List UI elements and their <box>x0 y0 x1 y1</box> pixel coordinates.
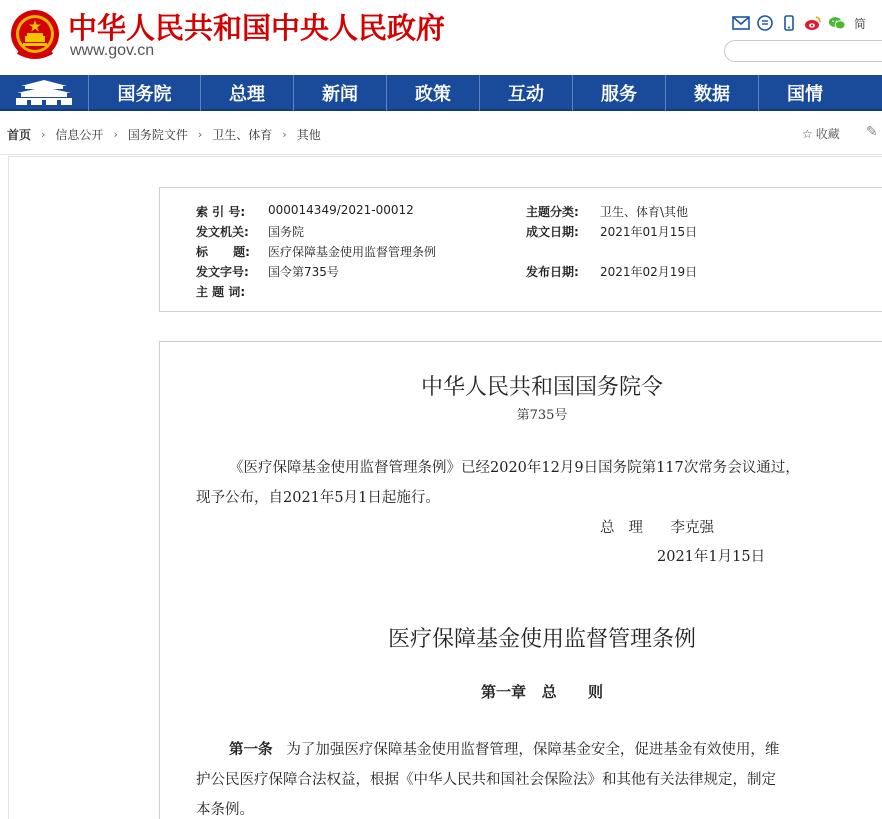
title-value: 医疗保障基金使用监督管理条例 <box>268 245 437 259</box>
nav-item-data[interactable]: 数据 <box>665 75 758 111</box>
header-icons <box>732 14 866 32</box>
doc-number-value: 国令第735号 <box>268 265 339 279</box>
chevron-right-icon: › <box>282 128 287 141</box>
weibo-icon[interactable] <box>804 14 822 32</box>
publish-date-label: 发布日期: <box>526 265 579 279</box>
breadcrumb <box>0 113 882 155</box>
language-switch[interactable]: 简 <box>854 16 867 31</box>
written-date-value: 2021年01月15日 <box>600 225 698 239</box>
nav-item-premier[interactable]: 总理 <box>200 75 293 111</box>
article-1-line-3: 本条例。 <box>196 802 254 818</box>
wechat-icon[interactable] <box>828 14 846 32</box>
regulation-title: 医疗保障基金使用监督管理条例 <box>387 627 696 652</box>
article-1-label: 第一条 <box>229 741 273 758</box>
nav-item-policy[interactable]: 政策 <box>386 75 479 111</box>
publish-date-value: 2021年02月19日 <box>600 265 698 279</box>
nav-item-state-council[interactable]: 国务院 <box>88 75 200 111</box>
issuer-value: 国务院 <box>268 225 305 239</box>
index-label: 索 引 号: <box>196 205 246 219</box>
signer: 总 理 李克强 <box>600 520 714 536</box>
favorite-button[interactable] <box>802 125 840 142</box>
issuer-label: 发文机关: <box>196 225 249 239</box>
title-label: 标 题: <box>196 245 250 259</box>
nav-item-interaction[interactable]: 互动 <box>479 75 572 111</box>
order-title: 中华人民共和国国务院令 <box>420 375 663 400</box>
article-1-line-2: 护公民医疗保障合法权益，根据《中华人民共和国社会保险法》和其他有关法律规定，制定 <box>196 772 776 788</box>
star-icon: ☆ <box>802 126 813 141</box>
mail-icon[interactable] <box>732 14 750 32</box>
main-nav <box>0 75 882 111</box>
intro-line-1: 《医疗保障基金使用监督管理条例》已经2020年12月9日国务院第117次常务会议通过， <box>229 460 800 476</box>
doc-number-label: 发文字号: <box>196 265 249 279</box>
breadcrumb-other[interactable]: 其他 <box>296 128 321 142</box>
favorite-label: 收藏 <box>815 127 840 141</box>
document-info-table <box>159 187 882 312</box>
search-input[interactable] <box>724 40 882 62</box>
chevron-right-icon: › <box>113 128 118 141</box>
breadcrumb-state-council-docs[interactable]: 国务院文件 <box>127 128 188 142</box>
nav-item-services[interactable]: 服务 <box>572 75 665 111</box>
keywords-label: 主 题 词: <box>196 285 246 299</box>
sign-date: 2021年1月15日 <box>657 549 766 565</box>
article-1 <box>196 735 856 819</box>
site-title[interactable]: 中华人民共和国中央人民政府 <box>68 11 446 45</box>
mobile-icon[interactable] <box>780 14 798 32</box>
document-body <box>159 341 882 819</box>
written-date-label: 成文日期: <box>526 225 579 239</box>
national-emblem-icon[interactable] <box>10 8 60 62</box>
order-number: 第735号 <box>516 408 568 423</box>
nav-items <box>88 75 851 111</box>
chevron-right-icon: › <box>41 128 46 141</box>
rss-icon[interactable] <box>756 14 774 32</box>
chapter-title: 第一章 总 则 <box>480 683 603 701</box>
breadcrumb-trail <box>7 126 321 143</box>
chevron-right-icon: › <box>197 128 203 141</box>
article-1-text: 为了加强医疗保障基金使用监督管理，保障基金安全，促进基金有效使用，维 <box>286 742 780 758</box>
category-value: 卫生、体育\其他 <box>600 205 689 219</box>
tiananmen-icon[interactable] <box>0 75 88 111</box>
intro-line-2: 现予公布，自2021年5月1日起施行。 <box>196 490 440 506</box>
breadcrumb-home[interactable]: 首页 <box>7 128 32 142</box>
site-url[interactable]: www.gov.cn <box>70 42 155 59</box>
article-1-line-1 <box>196 735 856 765</box>
intro-paragraph <box>196 453 856 513</box>
breadcrumb-health-sports[interactable]: 卫生、体育 <box>212 128 273 142</box>
index-value: 000014349/2021-00012 <box>268 203 414 217</box>
site-header <box>0 0 882 75</box>
nav-item-news[interactable]: 新闻 <box>293 75 386 111</box>
pen-icon[interactable]: ✎ <box>866 124 878 140</box>
breadcrumb-info-disclosure[interactable]: 信息公开 <box>55 128 104 142</box>
category-label: 主题分类: <box>526 205 579 219</box>
nav-item-national-info[interactable]: 国情 <box>758 75 851 111</box>
